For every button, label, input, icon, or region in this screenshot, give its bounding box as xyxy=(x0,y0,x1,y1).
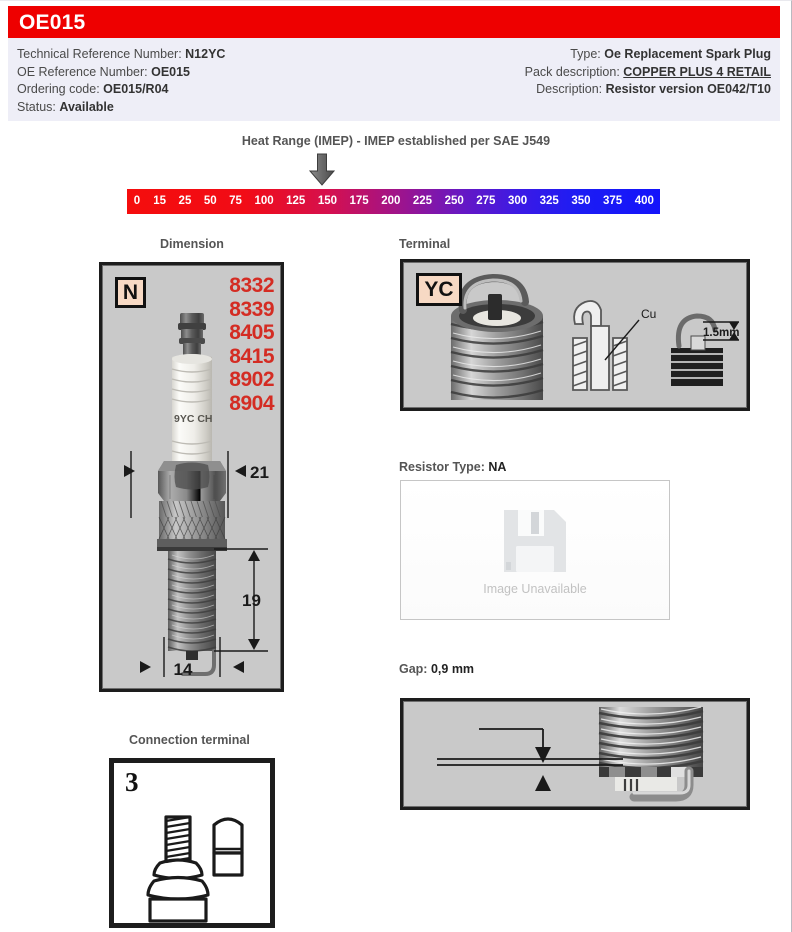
pack-description-row xyxy=(525,64,771,82)
dimension-value-reach: 19 xyxy=(242,591,261,610)
resistor-image-panel xyxy=(400,480,670,620)
type-label: Type: xyxy=(570,47,601,61)
ordering-code-row xyxy=(17,81,225,99)
heat-tick-1: 15 xyxy=(153,194,167,207)
description-label: Description: xyxy=(536,82,603,96)
dimension-image-panel xyxy=(99,262,284,692)
heat-tick-10: 225 xyxy=(412,194,433,207)
heat-tick-5: 100 xyxy=(254,194,274,207)
dimension-value-width: 21 xyxy=(250,463,269,482)
resistor-type-section-label xyxy=(399,460,506,474)
oe-reference-number-value: OE015 xyxy=(151,64,191,79)
product-title-bar xyxy=(8,6,780,38)
page-title: OE015 xyxy=(19,10,86,34)
dimension-code-list xyxy=(229,274,274,415)
description-value: Resistor version OE042/T10 xyxy=(605,82,771,96)
type-value: Oe Replacement Spark Plug xyxy=(604,47,771,61)
dimension-section-label: Dimension xyxy=(160,237,224,251)
plug-insulator-text: 9YC CH xyxy=(174,413,213,425)
status-row xyxy=(17,99,225,117)
oe-reference-number-row xyxy=(17,64,225,82)
dimension-code: 8332 xyxy=(229,274,274,297)
heat-tick-11: 250 xyxy=(444,194,464,207)
resistor-type-value: NA xyxy=(488,460,507,474)
image-unavailable-text: Image Unavailable xyxy=(483,582,587,596)
gap-label: Gap: xyxy=(399,662,428,676)
dimension-code: 8902 xyxy=(229,368,274,391)
dimension-type-badge: N xyxy=(115,277,146,308)
terminal-type-badge: YC xyxy=(416,273,462,306)
terminal-section-label: Terminal xyxy=(399,237,451,251)
ordering-code-label: Ordering code: xyxy=(17,82,100,96)
connection-terminal-badge: 3 xyxy=(125,767,139,797)
heat-tick-6: 125 xyxy=(286,194,306,207)
heat-tick-12: 275 xyxy=(476,194,496,207)
technical-reference-number-label: Technical Reference Number: xyxy=(17,47,182,61)
status-value: Available xyxy=(59,99,114,114)
heat-tick-15: 350 xyxy=(571,194,591,207)
gap-section-label xyxy=(399,662,474,676)
info-left-column xyxy=(17,46,225,116)
gap-value: 0,9 mm xyxy=(430,662,475,676)
product-info-panel xyxy=(8,38,780,121)
heat-tick-8: 175 xyxy=(349,194,369,207)
heat-tick-13: 300 xyxy=(507,194,528,207)
terminal-image-panel xyxy=(400,259,750,411)
resistor-type-label: Resistor Type: xyxy=(399,460,485,474)
heat-tick-16: 375 xyxy=(603,194,623,207)
heat-tick-7: 150 xyxy=(317,194,337,207)
description-row xyxy=(525,81,771,99)
heat-range-marker-arrow-icon xyxy=(308,153,336,186)
heat-tick-17: 400 xyxy=(634,194,654,207)
pack-description-link[interactable]: COPPER PLUS 4 RETAIL xyxy=(623,64,771,79)
heat-tick-9: 200 xyxy=(381,194,401,207)
gap-image-panel xyxy=(400,698,750,810)
dimension-code: 8405 xyxy=(229,321,274,344)
heat-tick-14: 325 xyxy=(539,194,559,207)
heat-tick-4: 75 xyxy=(229,194,242,207)
terminal-annotation-cu: Cu xyxy=(641,307,657,321)
oe-reference-number-label: OE Reference Number: xyxy=(17,64,148,79)
ordering-code-value: OE015/R04 xyxy=(103,82,169,96)
status-label: Status: xyxy=(17,99,56,114)
heat-tick-2: 25 xyxy=(178,194,192,207)
heat-tick-0: 0 xyxy=(133,194,141,207)
connection-terminal-image-panel xyxy=(109,758,275,928)
dimension-value-thread: 14 xyxy=(173,660,193,679)
gap-diagram xyxy=(403,701,747,807)
pack-description-label: Pack description: xyxy=(524,64,620,79)
technical-reference-number-value: N12YC xyxy=(185,47,226,61)
heat-range-scale[interactable] xyxy=(127,189,660,214)
floppy-disk-icon xyxy=(498,504,572,578)
connection-terminal-section-label: Connection terminal xyxy=(129,733,250,747)
heat-range-title: Heat Range (IMEP) - IMEP established per SAE J549 xyxy=(241,134,551,148)
technical-reference-number-row xyxy=(17,46,225,64)
type-row xyxy=(525,46,771,64)
info-right-column xyxy=(525,46,771,99)
dimension-code: 8339 xyxy=(229,297,274,321)
heat-tick-3: 50 xyxy=(203,194,217,207)
dimension-code: 8904 xyxy=(229,391,274,415)
dimension-code: 8415 xyxy=(229,344,274,368)
terminal-annotation-gap: 1.5mm xyxy=(703,327,740,339)
